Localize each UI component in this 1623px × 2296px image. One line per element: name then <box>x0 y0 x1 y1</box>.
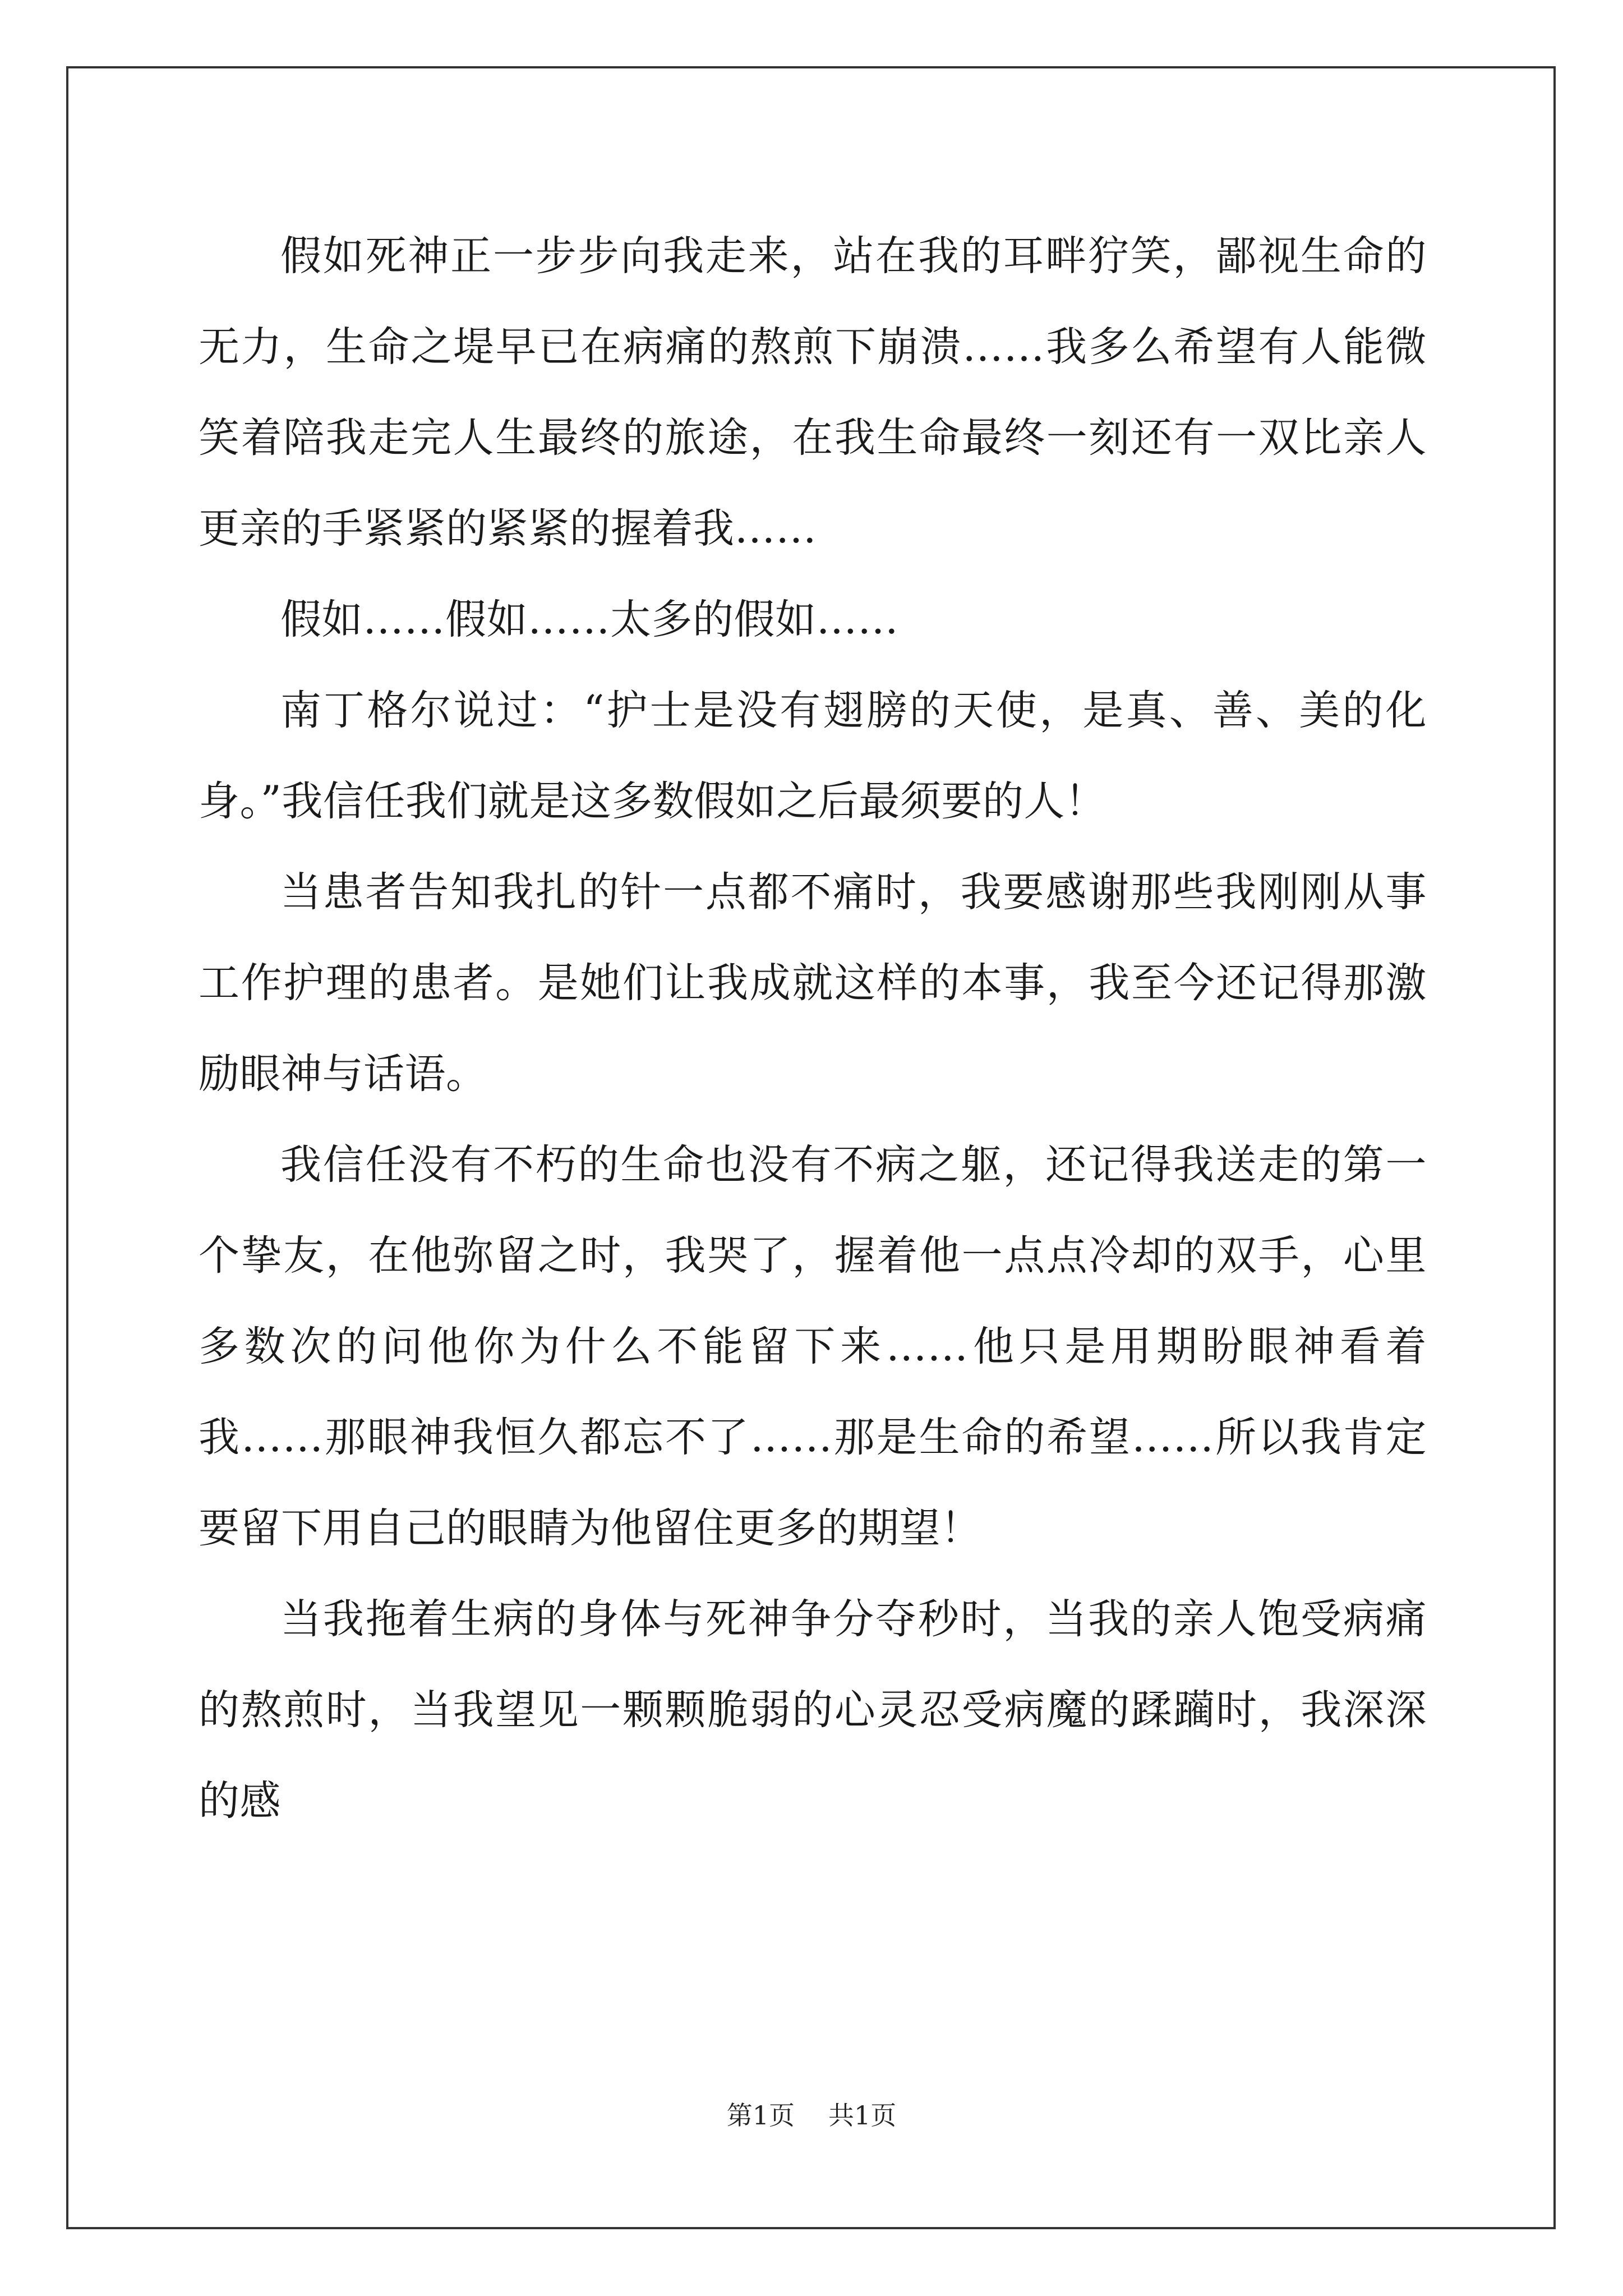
paragraph: 假如死神正一步步向我走来，站在我的耳畔狞笑，鄙视生命的无力，生命之堤早已在病痛的熬煎下崩溃……我多么希望有人能微笑着陪我走完人生最终的旅途，在我生命最终一刻还有一双比亲人更亲的手紧紧的紧紧的握着我…… <box>199 232 1427 553</box>
page-number: 第1页 <box>726 2100 795 2131</box>
paragraph: 我信任没有不朽的生命也没有不病之躯，还记得我送走的第一个挚友，在他弥留之时，我哭了，握着他一点点冷却的双手，心里多数次的问他你为什么不能留下来……他只是用期盼眼神看着我……那眼神我恒久都忘不了……那是生命的希望……所以我肯定要留下用自己的眼睛为他留住更多的期望！ <box>199 1141 1427 1552</box>
paragraph: 当患者告知我扎的针一点都不痛时，我要感谢那些我刚刚从事工作护理的患者。是她们让我成就这样的本事，我至今还记得那激励眼神与话语。 <box>199 868 1427 1098</box>
paragraph: 南丁格尔说过：“护士是没有翅膀的天使，是真、善、美的化身。”我信任我们就是这多数假如之后最须要的人！ <box>199 687 1427 825</box>
paragraph: 当我拖着生病的身体与死神争分夺秒时，当我的亲人饱受病痛的熬煎时，当我望见一颗颗脆弱的心灵忍受病魔的蹂躏时，我深深的感 <box>199 1595 1427 1825</box>
page-footer <box>0 2095 1623 2132</box>
page-total: 共1页 <box>828 2100 897 2131</box>
document-body <box>199 211 1427 1847</box>
paragraph: 假如……假如……太多的假如…… <box>280 596 899 643</box>
